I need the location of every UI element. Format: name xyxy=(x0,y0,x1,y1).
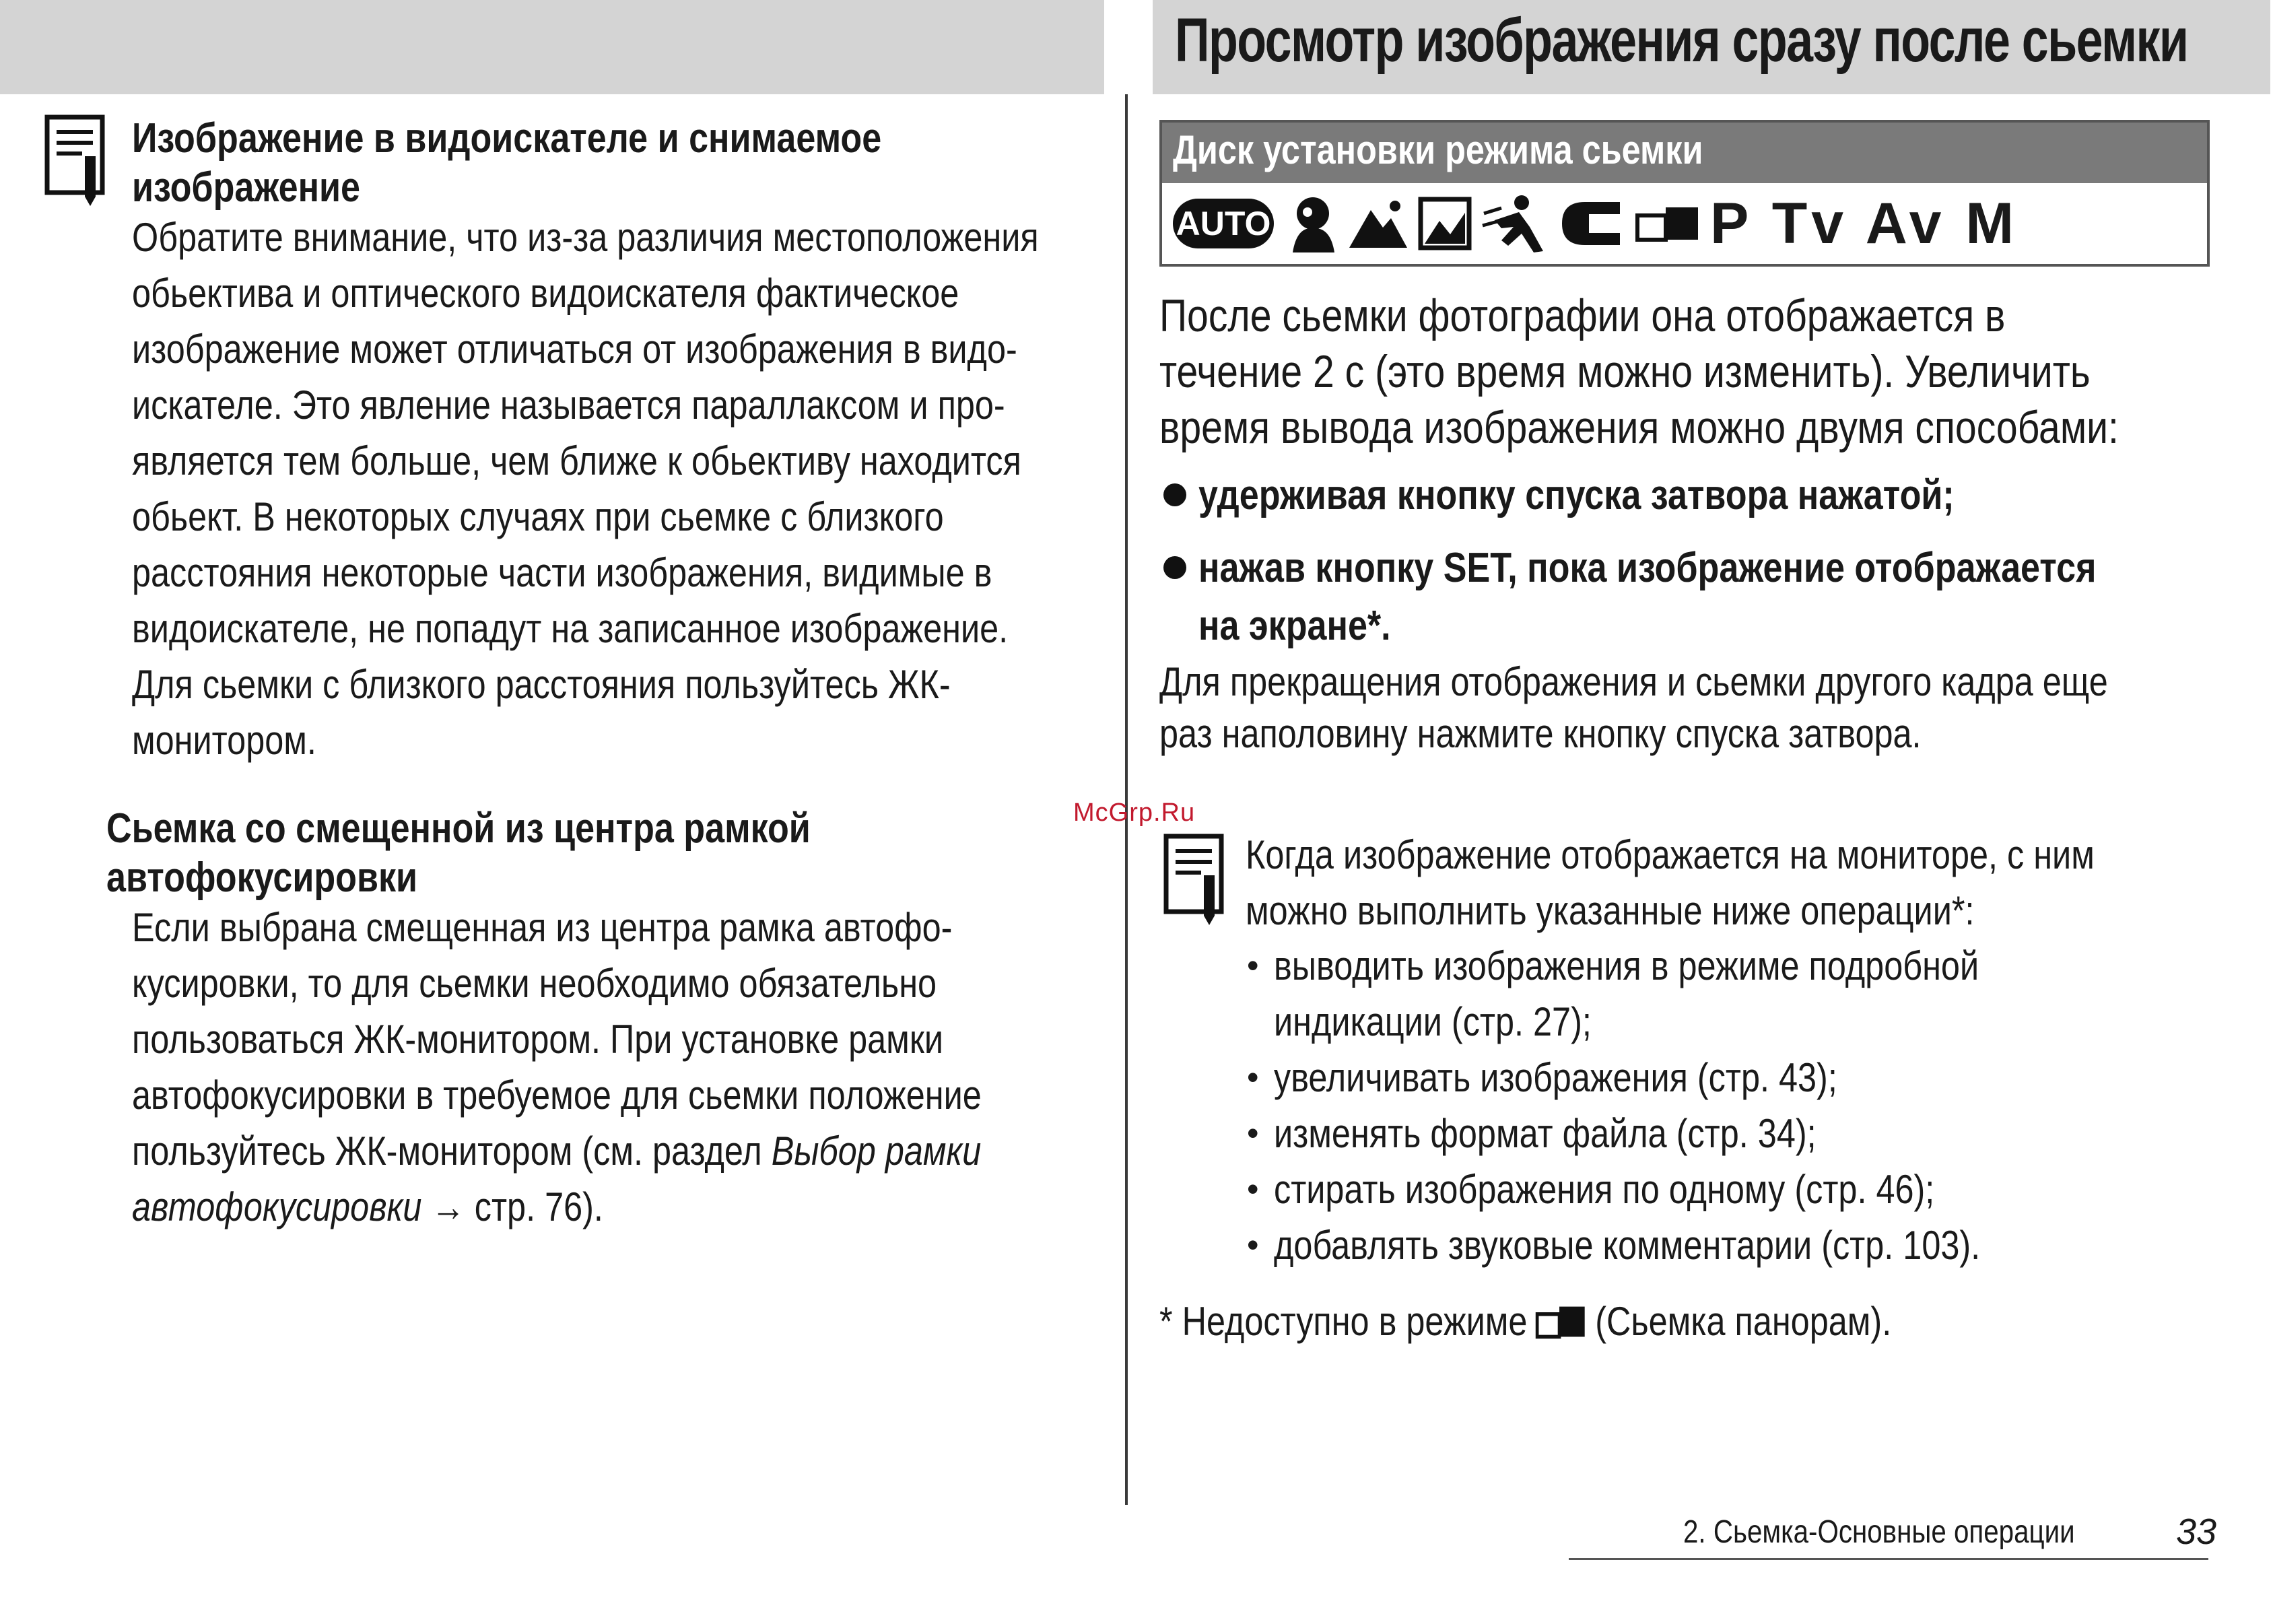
left-header-band xyxy=(0,0,1104,94)
section2-italic-ref: Выбор рамки xyxy=(771,1128,982,1174)
section2-heading-line2: автофокусировки xyxy=(106,854,418,901)
footnote-text: * Недоступно в режиме xyxy=(1159,1299,1528,1344)
section2-italic-ref: автофокусировки xyxy=(132,1184,422,1229)
list-item: выводить изображения в режиме подробной xyxy=(1274,943,1979,988)
stop-text-line: раз наполовину нажмите кнопку спуска затвора. xyxy=(1159,711,1922,756)
note1-body-line: изображение может отличаться от изображения в видо- xyxy=(132,327,1017,372)
note2-body-line: Когда изображение отображается на мониторе, с ним xyxy=(1246,832,2095,877)
list-bullet: • xyxy=(1247,1170,1259,1208)
note1-body-line: расстояния некоторые части изображения, видимые в xyxy=(132,550,992,595)
section2-body-line xyxy=(132,1184,603,1230)
bullet-text: нажав кнопку SET, пока изображение отображается xyxy=(1198,545,2097,591)
sports-mode-icon xyxy=(1481,193,1549,254)
mode-dial-title: Диск установки режима сьемки xyxy=(1173,127,1703,172)
auto-mode-icon xyxy=(1173,199,1274,248)
footnote-text: (Сьемка панорам). xyxy=(1595,1299,1892,1344)
panorama-mode-icon xyxy=(1534,1303,1588,1341)
auto-mode-label: AUTO xyxy=(1176,205,1271,242)
note1-heading-line1: Изображение в видоискателе и снимаемое xyxy=(132,115,882,162)
footnote xyxy=(1159,1298,1891,1345)
intro-line: После сьемки фотографии она отображается в xyxy=(1159,290,2006,341)
section2-body-line: кусировки, то для сьемки необходимо обязательно xyxy=(132,961,937,1006)
list-bullet: • xyxy=(1247,947,1259,984)
mode-dial-icons xyxy=(1173,190,2018,257)
page-title: Просмотр изображения сразу после сьемки xyxy=(1175,6,2188,75)
intro-line: течение 2 с (это время можно изменить). Увеличить xyxy=(1159,346,2091,397)
section2-body-line: пользоваться ЖК-монитором. При установке рамки xyxy=(132,1017,944,1062)
section2-text: пользуйтесь ЖК-монитором (см. раздел xyxy=(132,1128,772,1174)
section2-body-line xyxy=(132,1128,981,1174)
section2-body-line: Если выбрана смещенная из центра рамка автофо- xyxy=(132,905,953,950)
list-bullet: • xyxy=(1247,1226,1259,1264)
note-icon xyxy=(1163,834,1231,928)
portrait-mode-icon xyxy=(1283,193,1338,254)
bullet-text: на экране*. xyxy=(1198,603,1391,649)
footer-rule xyxy=(1569,1558,2208,1560)
note1-body-line: Для сьемки с близкого расстояния пользуйтесь ЖК- xyxy=(132,662,951,707)
footer-chapter: 2. Сьемка-Основные операции xyxy=(1683,1514,2075,1550)
note1-body-line: видоискателе, не попадут на записанное изображение. xyxy=(132,606,1009,651)
note1-body-line: обьектива и оптического видоискателя фактическое xyxy=(132,271,959,316)
section2-body-line: автофокусировки в требуемое для сьемки положение xyxy=(132,1073,982,1118)
note1-heading-line2: изображение xyxy=(132,164,361,211)
note1-body-line: Обратите внимание, что из-за различия местоположения xyxy=(132,215,1039,260)
panorama-mode-icon xyxy=(1635,203,1701,244)
section2-text: → стр. 76). xyxy=(421,1184,603,1229)
stitch-assist-dial-icon xyxy=(1558,197,1625,250)
bullet-dot xyxy=(1163,483,1186,506)
night-scene-mode-icon xyxy=(1418,197,1472,250)
page-number: 33 xyxy=(2176,1512,2217,1552)
watermark: McGrp.Ru xyxy=(1073,799,1196,827)
note2-body-line: можно выполнить указанные ниже операции*: xyxy=(1246,888,1975,933)
list-bullet: • xyxy=(1247,1058,1259,1096)
list-item: стирать изображения по одному (стр. 46); xyxy=(1274,1167,1935,1212)
stop-text-line: Для прекращения отображения и сьемки другого кадра еще xyxy=(1159,659,2108,704)
bullet-dot xyxy=(1163,556,1186,579)
note1-body-line: монитором. xyxy=(132,718,316,763)
landscape-mode-icon xyxy=(1348,197,1409,250)
note-icon xyxy=(44,114,112,209)
note1-body-line: искателе. Это явление называется параллаксом и про- xyxy=(132,382,1005,428)
list-item: изменять формат файла (стр. 34); xyxy=(1274,1111,1817,1156)
pasm-mode-labels: P Tv Av M xyxy=(1710,191,2018,256)
intro-line: время вывода изображения можно двумя способами: xyxy=(1159,402,2119,453)
list-item: увеличивать изображения (стр. 43); xyxy=(1274,1055,1837,1100)
section2-heading-line1: Сьемка со смещенной из центра рамкой xyxy=(106,805,811,852)
bullet-text: удерживая кнопку спуска затвора нажатой; xyxy=(1198,472,1955,518)
note1-body-line: обьект. В некоторых случаях при сьемке с близкого xyxy=(132,494,944,539)
list-item: добавлять звуковые комментарии (стр. 103). xyxy=(1274,1223,1981,1268)
note1-body-line: является тем больше, чем ближе к обьективу находится xyxy=(132,438,1021,483)
list-bullet: • xyxy=(1247,1114,1259,1152)
list-item: индикации (стр. 27); xyxy=(1274,999,1592,1044)
